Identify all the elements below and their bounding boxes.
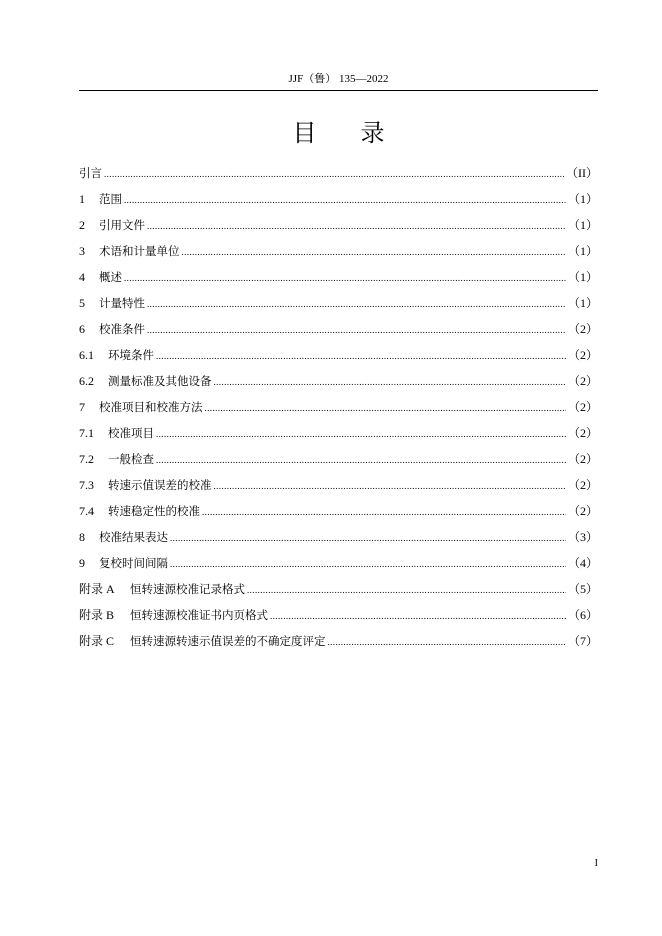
toc-entry-number: 8: [79, 530, 85, 544]
toc-leader-dots: [156, 451, 566, 469]
toc-entry-page: （5）: [567, 582, 598, 596]
toc-entry-page: （4）: [567, 556, 598, 570]
toc-entry-number: 3: [79, 244, 85, 258]
toc-entry-label: 复校时间间隔: [99, 556, 168, 570]
toc-entry[interactable]: [79, 320, 598, 346]
toc-entry[interactable]: [79, 216, 598, 242]
toc-entry[interactable]: [79, 528, 598, 554]
toc-entry-number: 附录 C: [79, 634, 115, 648]
toc-entry-label: 恒转速源校准记录格式: [130, 582, 245, 596]
toc-entry-number: 6: [79, 322, 85, 336]
toc-entry[interactable]: [79, 502, 598, 528]
toc-leader-dots: [147, 321, 566, 339]
toc-entry[interactable]: [79, 476, 598, 502]
toc-entry-page: （2）: [567, 504, 598, 518]
toc-entry[interactable]: [79, 632, 598, 658]
page-number: I: [594, 858, 598, 869]
table-of-contents: [79, 164, 598, 658]
toc-entry-page: （2）: [567, 452, 598, 466]
toc-leader-dots: [156, 347, 566, 365]
toc-entry-label: 引用文件: [99, 218, 145, 232]
toc-entry-number: 附录 A: [79, 582, 115, 596]
toc-entry[interactable]: [79, 346, 598, 372]
toc-entry-page: （1）: [567, 218, 598, 232]
toc-entry[interactable]: [79, 164, 598, 190]
toc-leader-dots: [202, 503, 566, 521]
toc-entry-page: （3）: [567, 530, 598, 544]
toc-entry-label: 校准条件: [99, 322, 145, 336]
toc-entry[interactable]: [79, 450, 598, 476]
toc-entry-label: 恒转速源校准证书内页格式: [130, 608, 268, 622]
toc-entry[interactable]: [79, 242, 598, 268]
toc-entry-page: （2）: [567, 478, 598, 492]
toc-entry-page: （1）: [567, 244, 598, 258]
toc-entry-label: 恒转速源转速示值误差的不确定度评定: [130, 634, 326, 648]
toc-entry-page: （6）: [567, 608, 598, 622]
toc-entry-label: 计量特性: [99, 296, 145, 310]
toc-leader-dots: [147, 295, 566, 313]
toc-entry-label: 转速稳定性的校准: [108, 504, 200, 518]
toc-entry-number: 6.2: [79, 374, 94, 388]
toc-entry[interactable]: [79, 580, 598, 606]
running-header: JJF（鲁） 135—2022: [288, 73, 389, 85]
toc-leader-dots: [214, 373, 566, 391]
toc-entry-page: （1）: [567, 192, 598, 206]
toc-leader-dots: [147, 217, 566, 235]
toc-entry-label: 环境条件: [108, 348, 154, 362]
toc-entry-number: 7.4: [79, 504, 94, 518]
toc-leader-dots: [182, 243, 566, 261]
toc-leader-dots: [124, 191, 566, 209]
toc-leader-dots: [214, 477, 566, 495]
toc-entry[interactable]: [79, 554, 598, 580]
toc-entry-number: 1: [79, 192, 85, 206]
toc-entry-number: 4: [79, 270, 85, 284]
toc-entry[interactable]: [79, 372, 598, 398]
toc-entry-label: 术语和计量单位: [99, 244, 180, 258]
toc-entry-label: 校准项目和校准方法: [99, 400, 203, 414]
toc-entry-page: （7）: [567, 634, 598, 648]
toc-entry-number: 6.1: [79, 348, 94, 362]
toc-entry-label: 引言: [79, 166, 102, 180]
toc-entry-page: （2）: [567, 400, 598, 414]
toc-entry[interactable]: [79, 606, 598, 632]
toc-entry-page: （1）: [567, 270, 598, 284]
toc-entry-label: 校准结果表达: [99, 530, 168, 544]
header-rule: [79, 90, 598, 91]
toc-leader-dots: [104, 165, 564, 183]
toc-leader-dots: [270, 607, 566, 625]
toc-entry-label: 校准项目: [108, 426, 154, 440]
toc-entry-label: 一般检查: [108, 452, 154, 466]
page-title: 目录: [292, 119, 429, 147]
toc-entry-page: （2）: [567, 348, 598, 362]
toc-entry-page: （2）: [567, 426, 598, 440]
toc-entry-label: 测量标准及其他设备: [108, 374, 212, 388]
toc-entry-label: 概述: [99, 270, 122, 284]
toc-entry[interactable]: [79, 294, 598, 320]
toc-leader-dots: [124, 269, 566, 287]
toc-entry-number: 9: [79, 556, 85, 570]
toc-entry-number: 5: [79, 296, 85, 310]
toc-leader-dots: [170, 555, 566, 573]
toc-entry[interactable]: [79, 268, 598, 294]
toc-entry-number: 2: [79, 218, 85, 232]
toc-entry-page: （1）: [567, 296, 598, 310]
toc-entry[interactable]: [79, 424, 598, 450]
toc-entry-label: 转速示值误差的校准: [108, 478, 212, 492]
toc-entry-number: 7.2: [79, 452, 94, 466]
toc-entry-number: 7.1: [79, 426, 94, 440]
toc-entry-page: （II）: [566, 166, 598, 180]
toc-entry-page: （2）: [567, 374, 598, 388]
toc-entry-label: 范围: [99, 192, 122, 206]
toc-entry[interactable]: [79, 398, 598, 424]
toc-leader-dots: [205, 399, 566, 417]
toc-leader-dots: [170, 529, 566, 547]
toc-leader-dots: [156, 425, 566, 443]
toc-entry[interactable]: [79, 190, 598, 216]
toc-entry-page: （2）: [567, 322, 598, 336]
toc-entry-number: 7.3: [79, 478, 94, 492]
toc-entry-number: 7: [79, 400, 85, 414]
toc-leader-dots: [247, 581, 566, 599]
toc-entry-number: 附录 B: [79, 608, 115, 622]
toc-leader-dots: [328, 633, 566, 651]
